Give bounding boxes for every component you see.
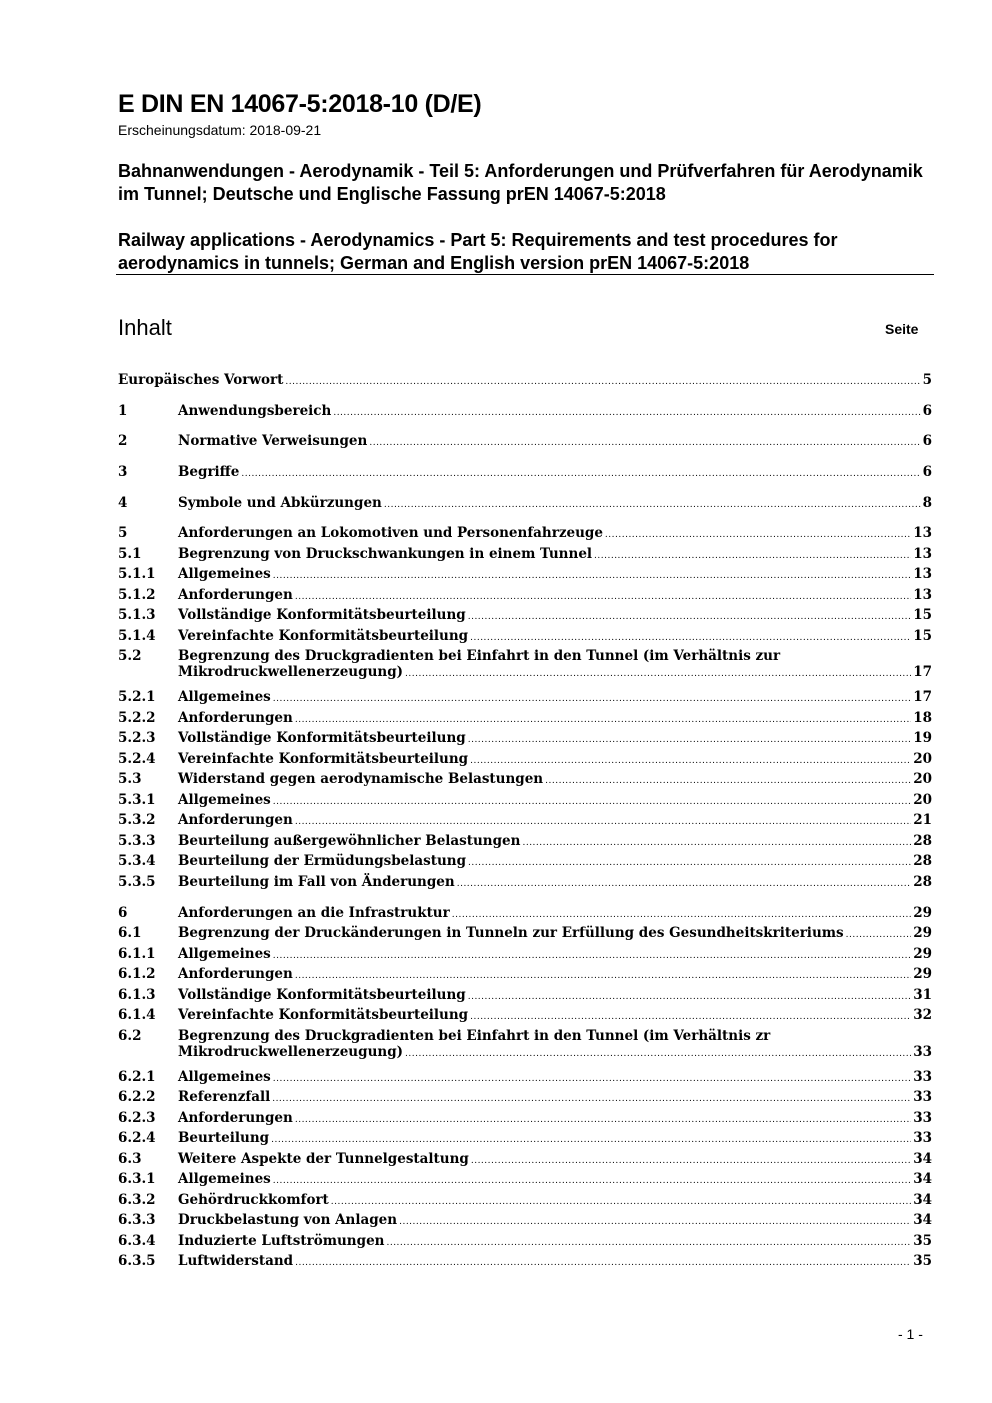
toc-entry-page: 6 — [922, 402, 932, 419]
toc-entry-title-continuation: Mikrodruckwellenerzeugung) — [178, 1043, 404, 1060]
toc-dot-leader — [273, 571, 911, 581]
toc-entry-number: 5.3 — [118, 771, 142, 788]
toc-entry[interactable] — [118, 708, 932, 729]
toc-entry[interactable] — [118, 605, 932, 626]
toc-entry[interactable] — [118, 810, 932, 831]
toc-entry-title: Beurteilung im Fall von Änderungen — [178, 873, 455, 890]
toc-entry-number: 6.1.4 — [118, 1007, 156, 1024]
toc-entry-number: 2 — [118, 433, 128, 450]
toc-entry-page: 20 — [913, 771, 932, 788]
toc-entry-page: 33 — [913, 1068, 932, 1085]
toc-entry-number: 5.2 — [118, 648, 142, 665]
table-of-contents — [118, 370, 932, 1272]
toc-dot-leader — [333, 408, 920, 418]
toc-dot-leader — [241, 469, 920, 479]
toc-entry-title: Allgemeines — [178, 689, 271, 706]
toc-entry-title: Anforderungen — [178, 586, 293, 603]
title-divider — [116, 274, 934, 275]
toc-dot-leader — [522, 838, 911, 848]
toc-dot-leader — [470, 756, 911, 766]
toc-dot-leader — [384, 500, 921, 510]
toc-entry-title: Beurteilung — [178, 1130, 270, 1147]
toc-entry[interactable] — [118, 1128, 932, 1149]
toc-entry-number: 6.3.1 — [118, 1171, 156, 1188]
toc-dot-leader — [295, 715, 911, 725]
toc-entry-number: 6.3 — [118, 1150, 142, 1167]
toc-entry-page: 17 — [913, 664, 932, 681]
toc-entry-page: 35 — [913, 1253, 932, 1270]
toc-dot-leader — [471, 1156, 911, 1166]
toc-entry[interactable] — [118, 564, 932, 585]
toc-entry-number: 6.1 — [118, 925, 142, 942]
title-german: Bahnanwendungen - Aerodynamik - Teil 5: Anforderungen und Prüfverfahren für Aerodynamik im Tunnel; Deutsche und Englische Fassung prEN 14067-5:2018 — [118, 161, 923, 204]
toc-entry[interactable] — [118, 1005, 932, 1026]
toc-entry-title: Allgemeines — [178, 1068, 271, 1085]
document-id: E DIN EN 14067-5:2018-10 (D/E) — [118, 90, 482, 118]
toc-dot-leader — [386, 1238, 911, 1248]
toc-entry-number: 6.3.4 — [118, 1232, 156, 1249]
toc-entry-title: Referenzfall — [178, 1089, 271, 1106]
toc-entry-page: 32 — [913, 1007, 932, 1024]
toc-entry-title: Vereinfachte Konformitätsbeurteilung — [178, 1007, 469, 1024]
toc-entry[interactable] — [118, 1087, 932, 1108]
toc-entry-number: 6.1.2 — [118, 966, 156, 983]
toc-entry-number: 6.3.2 — [118, 1191, 156, 1208]
toc-dot-leader — [468, 612, 911, 622]
toc-entry[interactable] — [118, 903, 932, 924]
toc-entry-page: 35 — [913, 1232, 932, 1249]
toc-entry[interactable] — [118, 1067, 932, 1088]
toc-entry-number: 5.2.1 — [118, 689, 156, 706]
toc-dot-leader — [273, 1074, 911, 1084]
toc-dot-leader — [468, 858, 911, 868]
toc-dot-leader — [846, 930, 912, 940]
toc-entry[interactable] — [118, 923, 932, 944]
toc-dot-leader — [295, 1115, 911, 1125]
toc-entry-title: Begrenzung der Druckänderungen in Tunneln zur Erfüllung des Gesundheitskriteriums — [178, 925, 844, 942]
toc-entry-number: 6.2.4 — [118, 1130, 156, 1147]
toc-entry-page: 28 — [913, 873, 932, 890]
toc-entry[interactable] — [118, 749, 932, 770]
toc-entry-number: 6 — [118, 904, 128, 921]
toc-dot-leader — [295, 817, 911, 827]
toc-dot-leader — [272, 1094, 911, 1104]
toc-entry-number: 5.2.4 — [118, 750, 156, 767]
toc-entry-number: 6.2 — [118, 1027, 142, 1044]
toc-entry-number: 5.1.1 — [118, 566, 156, 583]
toc-dot-leader — [545, 776, 911, 786]
toc-entry-number: 6.1.3 — [118, 986, 156, 1003]
toc-entry-number: 6.3.3 — [118, 1212, 156, 1229]
publication-date: Erscheinungsdatum: 2018-09-21 — [118, 122, 322, 138]
toc-entry[interactable] — [118, 944, 932, 965]
toc-entry-page: 20 — [913, 791, 932, 808]
toc-entry-title: Allgemeines — [178, 1171, 271, 1188]
toc-dot-leader — [470, 633, 911, 643]
toc-entry-page: 19 — [913, 730, 932, 747]
toc-entry-page: 34 — [913, 1150, 932, 1167]
toc-entry-title: Allgemeines — [178, 945, 271, 962]
toc-entry[interactable] — [118, 1231, 932, 1252]
toc-entry-page: 13 — [913, 566, 932, 583]
toc-entry-number: 5.1 — [118, 545, 142, 562]
toc-entry-page: 6 — [922, 433, 932, 450]
toc-dot-leader — [285, 377, 920, 387]
toc-entry-page: 33 — [913, 1130, 932, 1147]
toc-entry-title: Gehördruckkomfort — [178, 1191, 329, 1208]
toc-dot-leader — [273, 797, 911, 807]
toc-entry-title: Vollständige Konformitätsbeurteilung — [178, 730, 466, 747]
toc-entry[interactable] — [118, 1210, 932, 1231]
toc-entry-title: Anforderungen an die Infrastruktur — [178, 904, 450, 921]
toc-entry-number: 5.2.3 — [118, 730, 156, 747]
toc-entry-number: 6.3.5 — [118, 1253, 156, 1270]
toc-entry-title: Anforderungen — [178, 812, 293, 829]
toc-dot-leader — [594, 551, 911, 561]
toc-entry-title: Anforderungen — [178, 1109, 293, 1126]
toc-dot-leader — [452, 910, 911, 920]
toc-entry-title: Allgemeines — [178, 791, 271, 808]
toc-entry-page: 13 — [913, 545, 932, 562]
toc-dot-leader — [295, 971, 911, 981]
toc-entry-title: Luftwiderstand — [178, 1253, 294, 1270]
toc-entry-title: Normative Verweisungen — [178, 433, 368, 450]
toc-entry-title: Begriffe — [178, 464, 240, 481]
toc-entry-title: Vereinfachte Konformitätsbeurteilung — [178, 627, 469, 644]
toc-entry[interactable] — [118, 687, 932, 708]
toc-entry-title: Anforderungen — [178, 966, 293, 983]
toc-entry-title: Anforderungen an Lokomotiven und Personenfahrzeuge — [178, 525, 603, 542]
toc-dot-leader — [457, 879, 911, 889]
toc-dot-leader — [295, 1258, 911, 1268]
toc-entry-page: 34 — [913, 1171, 932, 1188]
toc-entry-page: 29 — [913, 945, 932, 962]
toc-entry-page: 6 — [922, 464, 932, 481]
toc-entry-title: Anwendungsbereich — [178, 402, 332, 419]
toc-entry-number: 4 — [118, 494, 128, 511]
toc-entry[interactable] — [118, 1026, 932, 1067]
toc-entry-page: 33 — [913, 1109, 932, 1126]
toc-entry-number: 5.2.2 — [118, 709, 156, 726]
toc-entry-title: Begrenzung des Druckgradienten bei Einfahrt in den Tunnel (im Verhältnis zr — [178, 1027, 771, 1044]
toc-entry[interactable] — [118, 370, 932, 391]
toc-entry-number: 6.2.3 — [118, 1109, 156, 1126]
toc-entry-page: 15 — [913, 627, 932, 644]
toc-entry-title-continuation: Mikrodruckwellenerzeugung) — [178, 664, 404, 681]
toc-entry-title: Weitere Aspekte der Tunnelgestaltung — [178, 1150, 469, 1167]
toc-entry[interactable] — [118, 493, 932, 514]
toc-entry-number: 3 — [118, 464, 128, 481]
toc-dot-leader — [399, 1217, 911, 1227]
toc-entry[interactable] — [118, 1190, 932, 1211]
toc-entry-title: Beurteilung der Ermüdungsbelastung — [178, 853, 467, 870]
toc-entry-number: 1 — [118, 402, 128, 419]
toc-dot-leader — [273, 694, 911, 704]
toc-entry-number: 5.1.3 — [118, 607, 156, 624]
toc-entry-title: Vollständige Konformitätsbeurteilung — [178, 986, 466, 1003]
toc-entry-page: 15 — [913, 607, 932, 624]
page-column-label: Seite — [885, 321, 919, 337]
toc-entry-title: Begrenzung von Druckschwankungen in einem Tunnel — [178, 545, 593, 562]
toc-dot-leader — [470, 1012, 911, 1022]
toc-entry-page: 8 — [922, 494, 932, 511]
toc-entry-number: 5 — [118, 525, 128, 542]
toc-dot-leader — [468, 735, 911, 745]
toc-dot-leader — [273, 1176, 911, 1186]
toc-entry-page: 5 — [922, 372, 932, 388]
toc-entry[interactable] — [118, 544, 932, 565]
toc-entry-page: 31 — [913, 986, 932, 1003]
toc-entry[interactable] — [118, 462, 932, 483]
toc-entry-title: Beurteilung außergewöhnlicher Belastungen — [178, 832, 521, 849]
toc-entry-page: 18 — [913, 709, 932, 726]
toc-entry-title: Induzierte Luftströmungen — [178, 1232, 385, 1249]
toc-entry-number: 5.3.3 — [118, 832, 156, 849]
toc-entry-page: 13 — [913, 525, 932, 542]
toc-entry[interactable] — [118, 831, 932, 852]
toc-entry-page: 29 — [913, 925, 932, 942]
toc-entry[interactable] — [118, 401, 932, 422]
toc-entry-title: Vereinfachte Konformitätsbeurteilung — [178, 750, 469, 767]
toc-entry-title: Allgemeines — [178, 566, 271, 583]
toc-entry-number: 6.2.1 — [118, 1068, 156, 1085]
toc-entry-title: Vollständige Konformitätsbeurteilung — [178, 607, 466, 624]
toc-dot-leader — [295, 592, 911, 602]
toc-entry-title: Druckbelastung von Anlagen — [178, 1212, 398, 1229]
toc-entry-page: 21 — [913, 812, 932, 829]
toc-entry-page: 28 — [913, 832, 932, 849]
toc-entry-number: 5.3.5 — [118, 873, 156, 890]
toc-entry-number: 5.3.4 — [118, 853, 156, 870]
toc-dot-leader — [405, 669, 911, 679]
toc-entry[interactable] — [118, 626, 932, 647]
toc-entry-number: 5.3.2 — [118, 812, 156, 829]
toc-dot-leader — [273, 951, 911, 961]
toc-dot-leader — [331, 1197, 911, 1207]
toc-entry-page: 34 — [913, 1212, 932, 1229]
toc-entry[interactable] — [118, 851, 932, 872]
toc-entry[interactable] — [118, 1169, 932, 1190]
toc-entry-number: 5.1.4 — [118, 627, 156, 644]
toc-entry[interactable] — [118, 1251, 932, 1272]
toc-entry-number: 6.2.2 — [118, 1089, 156, 1106]
toc-entry[interactable] — [118, 1149, 932, 1170]
toc-dot-leader — [369, 438, 920, 448]
toc-entry[interactable] — [118, 523, 932, 544]
toc-entry-page: 13 — [913, 586, 932, 603]
toc-entry[interactable] — [118, 646, 932, 687]
toc-entry[interactable] — [118, 585, 932, 606]
toc-entry-number: 5.1.2 — [118, 586, 156, 603]
toc-dot-leader — [271, 1135, 911, 1145]
toc-dot-leader — [468, 992, 911, 1002]
toc-entry[interactable] — [118, 985, 932, 1006]
toc-dot-leader — [405, 1049, 911, 1059]
toc-entry[interactable] — [118, 790, 932, 811]
toc-entry-page: 17 — [913, 689, 932, 706]
toc-entry-page: 29 — [913, 904, 932, 921]
page-number: - 1 - — [898, 1326, 923, 1342]
toc-entry[interactable] — [118, 728, 932, 749]
toc-entry[interactable] — [118, 872, 932, 893]
toc-entry-title: Europäisches Vorwort — [118, 372, 284, 388]
toc-entry-number: 5.3.1 — [118, 791, 156, 808]
toc-entry-title: Widerstand gegen aerodynamische Belastungen — [178, 771, 544, 788]
toc-dot-leader — [605, 530, 911, 540]
toc-entry[interactable] — [118, 431, 932, 452]
toc-entry-page: 34 — [913, 1191, 932, 1208]
toc-entry-title: Anforderungen — [178, 709, 293, 726]
title-english: Railway applications - Aerodynamics - Part 5: Requirements and test procedures for aerodynamics in tunnels; German and English version prEN 14067-5:2018 — [118, 230, 838, 273]
toc-entry-page: 28 — [913, 853, 932, 870]
toc-entry[interactable] — [118, 1108, 932, 1129]
toc-entry[interactable] — [118, 964, 932, 985]
toc-heading: Inhalt — [118, 315, 172, 340]
toc-entry[interactable] — [118, 769, 932, 790]
toc-entry-page: 33 — [913, 1043, 932, 1060]
toc-entry-page: 33 — [913, 1089, 932, 1106]
toc-entry-number: 6.1.1 — [118, 945, 156, 962]
toc-entry-page: 20 — [913, 750, 932, 767]
toc-entry-page: 29 — [913, 966, 932, 983]
toc-entry-title: Begrenzung des Druckgradienten bei Einfahrt in den Tunnel (im Verhältnis zur — [178, 648, 781, 665]
toc-entry-title: Symbole und Abkürzungen — [178, 494, 382, 511]
